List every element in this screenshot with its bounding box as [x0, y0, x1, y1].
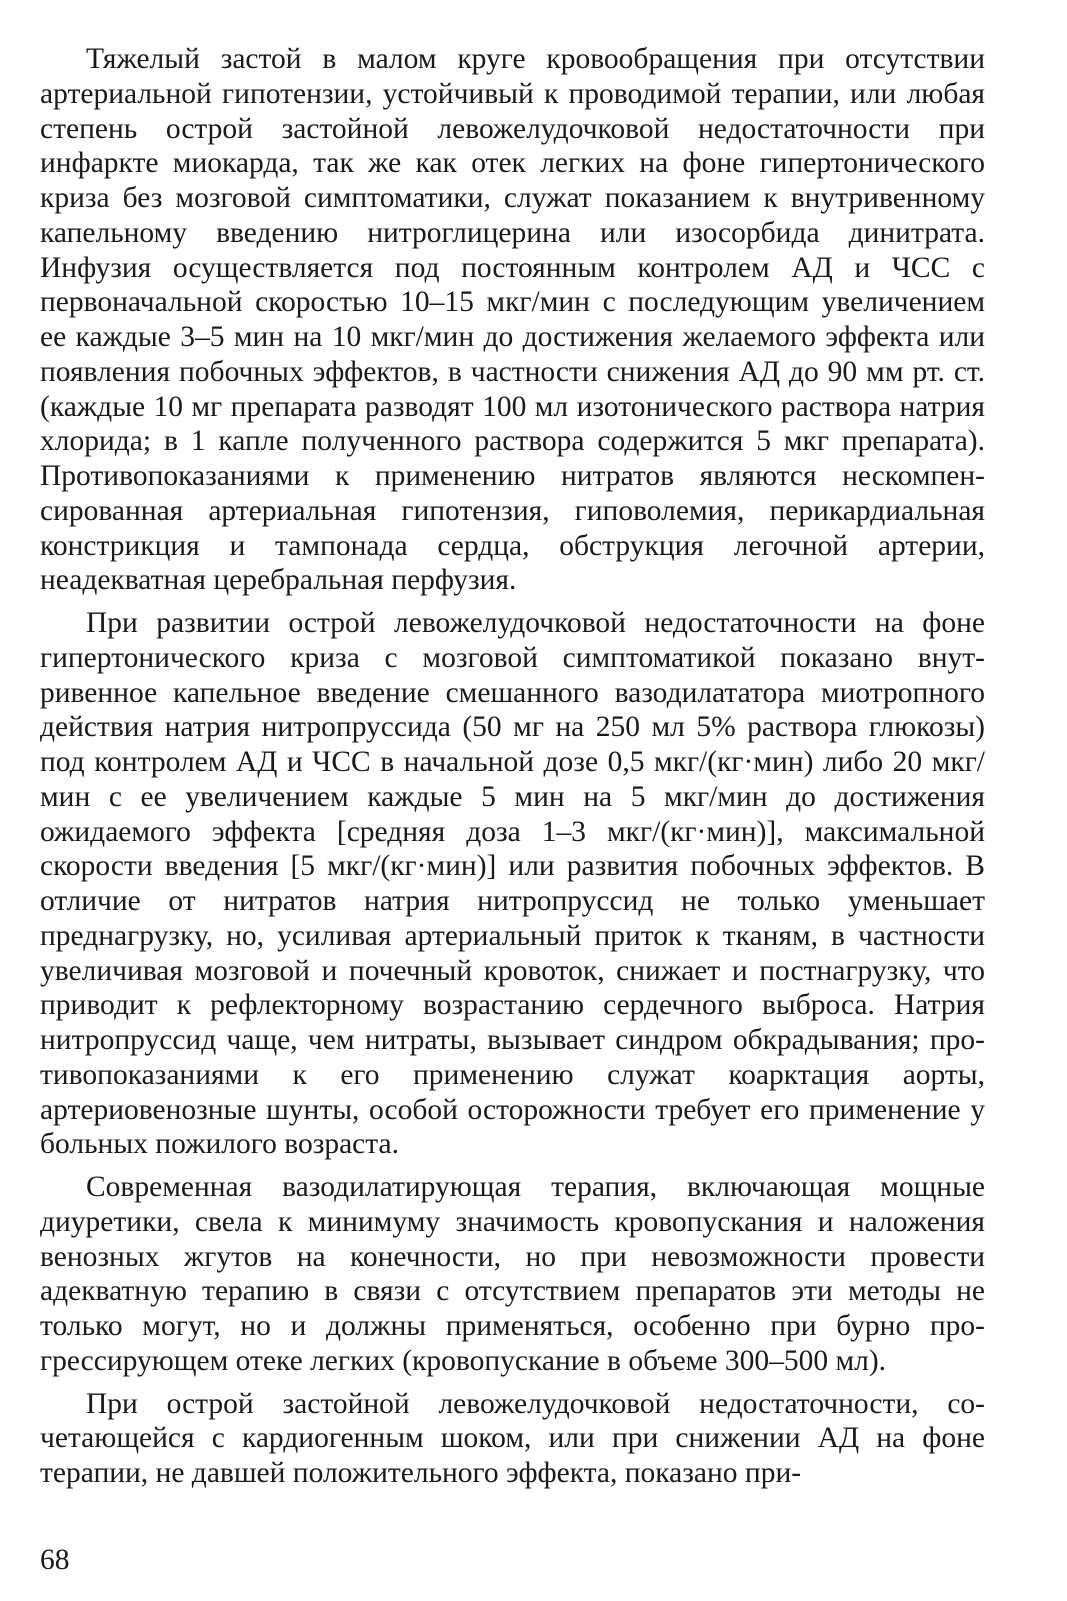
- page-body: [40, 42, 985, 1491]
- paragraph-2: При развитии острой левожелудочковой недостаточности на фоне гипертонического криза с мозговой симптоматикой показано внутривенное капельное введение смешанного вазодилататора миотропного действия натрия нитропруссида (50 мг на 250 мл 5% раствора глюкозы) под контролем АД и ЧСС в начальной дозе 0,5 мкг/(кг·мин) либо 20 мкг/мин с ее увеличением каждые 5 мин на 5 мкг/мин до достижения ожидаемого эффекта [средняя доза 1–3 мкг/(кг·мин)], максимальной скорости введения [5 мкг/(кг·мин)] или развития побочных эффектов. В отличие от нитратов натрия нитропруссид не только уменьшает преднагрузку, но, усиливая артериальный приток к тканям, в частности увеличивая мозговой и почечный кровоток, снижает и постнагрузку, что приводит к рефлекторному возрастанию сердечного выброса. Натрия нитропруссид чаще, чем нитраты, вызывает синдром обкрадывания; противопоказаниями к его применению служат коарктация аорты, артериовенозные шунты, особой осторожности требует его применение у больных пожилого возраста.: [40, 607, 985, 1161]
- paragraph-4: При острой застойной левожелудочковой недостаточности, сочетающейся с кардиогенным шоком, или при снижении АД на фоне терапии, не давшей положительного эффекта, показано при-: [40, 1387, 985, 1489]
- paragraph-3: Современная вазодилатирующая терапия, включающая мощные диуретики, свела к минимуму значимость кровопускания и наложения венозных жгутов на конечности, но при невозможности провести адекватную терапию в связи с отсутствием препаратов эти методы не только могут, но и должны применяться, особенно при бурно прогрессирующем отеке легких (кровопускание в объеме 300–500 мл).: [40, 1171, 985, 1377]
- page-number: 68: [40, 1544, 70, 1576]
- paragraph-1: Тяжелый застой в малом круге кровообращения при отсутствии артериальной гипотензии, устойчивый к проводимой терапии, или любая степень острой застойной левожелудочковой недостаточности при инфаркте миокарда, так же как отек легких на фоне гипертонического криза без мозговой симптоматики, служат показанием к внутривенному капельному введению нитроглицерина или изосорбида динитрата. Инфузия осуществляется под постоянным контролем АД и ЧСС с первоначальной скоростью 10–15 мкг/мин с последующим увеличением ее каждые 3–5 мин на 10 мкг/мин до достижения желаемого эффекта или появления побочных эффектов, в частности снижения АД до 90 мм рт. ст. (каждые 10 мг препарата разводят 100 мл изотонического раствора натрия хлорида; в 1 капле полученного раствора содержится 5 мкг препарата). Противопоказаниями к применению нитратов являются нескомпенсированная артериальная гипотензия, гиповолемия, перикардиальная констрикция и тампонада сердца, обструкция легочной артерии, неадекватная церебральная перфузия.: [40, 43, 985, 597]
